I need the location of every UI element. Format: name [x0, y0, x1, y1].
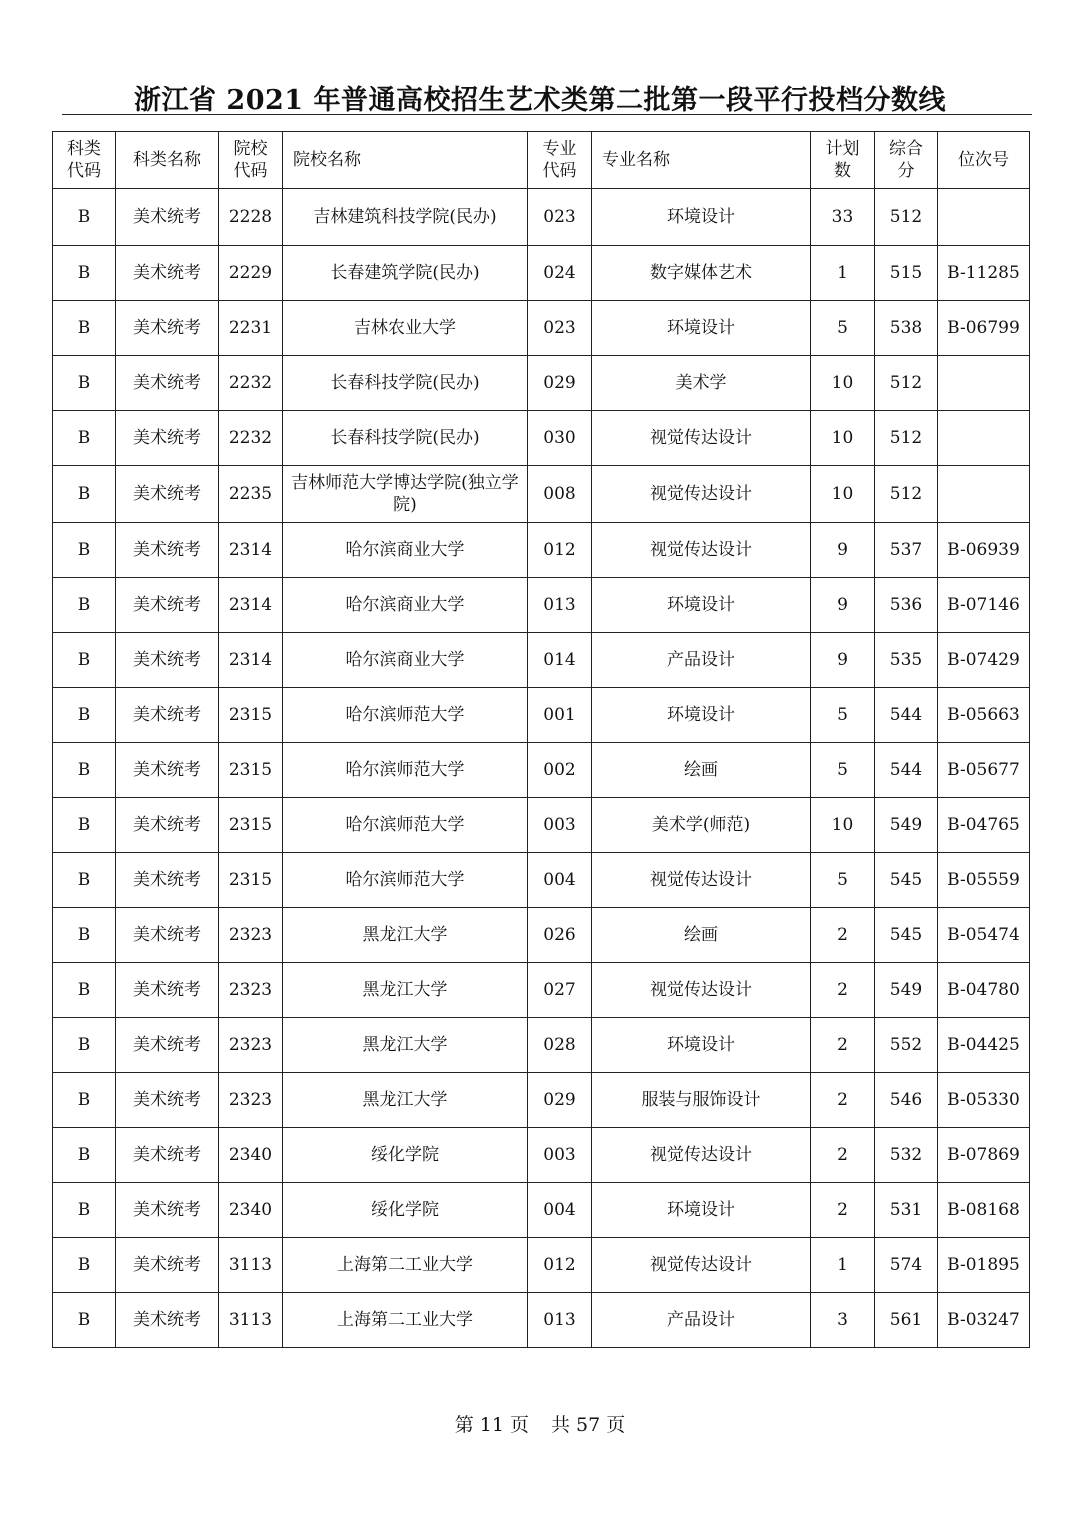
cell-subject-code: B [53, 743, 116, 798]
cell-major-code: 030 [528, 411, 592, 466]
header-major-name: 专业名称 [592, 132, 811, 189]
cell-school-name: 上海第二工业大学 [283, 1238, 528, 1293]
table-row [53, 1293, 1030, 1348]
table-row [53, 1128, 1030, 1183]
cell-school-name: 哈尔滨师范大学 [283, 688, 528, 743]
cell-school-code: 2235 [219, 466, 283, 523]
cell-major-code: 023 [528, 189, 592, 246]
cell-score: 561 [875, 1293, 938, 1348]
cell-plan: 10 [811, 466, 875, 523]
cell-school-name: 上海第二工业大学 [283, 1293, 528, 1348]
cell-rank: B-05677 [938, 743, 1030, 798]
table-row [53, 246, 1030, 301]
cell-major-code: 013 [528, 578, 592, 633]
cell-rank: B-06939 [938, 523, 1030, 578]
table-row [53, 688, 1030, 743]
cell-school-code: 2323 [219, 908, 283, 963]
table-body [53, 189, 1030, 1348]
cell-subject-name: 美术统考 [116, 688, 219, 743]
cell-major-name: 绘画 [592, 743, 811, 798]
cell-school-code: 3113 [219, 1238, 283, 1293]
cell-score: 549 [875, 798, 938, 853]
cell-major-code: 026 [528, 908, 592, 963]
cell-major-code: 001 [528, 688, 592, 743]
cell-major-name: 美术学(师范) [592, 798, 811, 853]
cell-score: 552 [875, 1018, 938, 1073]
cell-major-code: 012 [528, 1238, 592, 1293]
cell-rank: B-04765 [938, 798, 1030, 853]
cell-school-name: 吉林农业大学 [283, 301, 528, 356]
cell-school-name: 长春科技学院(民办) [283, 356, 528, 411]
cell-major-code: 004 [528, 853, 592, 908]
cell-plan: 9 [811, 523, 875, 578]
cell-subject-name: 美术统考 [116, 908, 219, 963]
cell-major-name: 环境设计 [592, 578, 811, 633]
table-row [53, 743, 1030, 798]
cell-major-name: 环境设计 [592, 301, 811, 356]
cell-subject-name: 美术统考 [116, 523, 219, 578]
cell-rank: B-07146 [938, 578, 1030, 633]
admission-score-table [52, 131, 1030, 1348]
cell-school-code: 2314 [219, 578, 283, 633]
cell-school-name: 长春建筑学院(民办) [283, 246, 528, 301]
table-row [53, 1073, 1030, 1128]
cell-score: 545 [875, 908, 938, 963]
cell-school-name: 黑龙江大学 [283, 908, 528, 963]
cell-plan: 2 [811, 963, 875, 1018]
cell-subject-name: 美术统考 [116, 1238, 219, 1293]
cell-major-name: 环境设计 [592, 688, 811, 743]
cell-subject-code: B [53, 246, 116, 301]
cell-plan: 10 [811, 798, 875, 853]
cell-subject-name: 美术统考 [116, 246, 219, 301]
cell-subject-name: 美术统考 [116, 963, 219, 1018]
cell-plan: 5 [811, 853, 875, 908]
cell-score: 544 [875, 688, 938, 743]
cell-subject-code: B [53, 1018, 116, 1073]
cell-score: 512 [875, 411, 938, 466]
title-divider [62, 114, 1032, 115]
page-total: 共 57 页 [551, 1414, 626, 1436]
cell-score: 531 [875, 1183, 938, 1238]
cell-score: 544 [875, 743, 938, 798]
page-title: 浙江省 2021 年普通高校招生艺术类第二批第一段平行投档分数线 [134, 85, 946, 116]
cell-subject-name: 美术统考 [116, 356, 219, 411]
cell-school-code: 2231 [219, 301, 283, 356]
cell-major-name: 视觉传达设计 [592, 411, 811, 466]
cell-score: 545 [875, 853, 938, 908]
cell-rank [938, 356, 1030, 411]
cell-score: 546 [875, 1073, 938, 1128]
cell-rank: B-03247 [938, 1293, 1030, 1348]
cell-plan: 1 [811, 246, 875, 301]
cell-subject-code: B [53, 301, 116, 356]
cell-rank: B-05663 [938, 688, 1030, 743]
cell-plan: 2 [811, 908, 875, 963]
cell-subject-code: B [53, 1293, 116, 1348]
cell-major-name: 环境设计 [592, 189, 811, 246]
cell-score: 515 [875, 246, 938, 301]
cell-plan: 2 [811, 1183, 875, 1238]
header-major-code: 专业 代码 [528, 132, 592, 189]
cell-subject-name: 美术统考 [116, 853, 219, 908]
cell-subject-name: 美术统考 [116, 633, 219, 688]
cell-major-name: 数字媒体艺术 [592, 246, 811, 301]
cell-major-name: 美术学 [592, 356, 811, 411]
table-row [53, 356, 1030, 411]
cell-subject-code: B [53, 798, 116, 853]
cell-school-code: 2323 [219, 963, 283, 1018]
cell-school-code: 2232 [219, 411, 283, 466]
cell-rank: B-04780 [938, 963, 1030, 1018]
header-school-code: 院校 代码 [219, 132, 283, 189]
cell-school-name: 吉林建筑科技学院(民办) [283, 189, 528, 246]
cell-major-code: 003 [528, 1128, 592, 1183]
cell-school-name: 黑龙江大学 [283, 1073, 528, 1128]
cell-major-name: 服装与服饰设计 [592, 1073, 811, 1128]
cell-school-code: 2314 [219, 523, 283, 578]
cell-rank: B-11285 [938, 246, 1030, 301]
cell-subject-name: 美术统考 [116, 466, 219, 523]
cell-rank: B-07869 [938, 1128, 1030, 1183]
cell-school-name: 哈尔滨师范大学 [283, 798, 528, 853]
cell-score: 512 [875, 466, 938, 523]
cell-school-code: 2229 [219, 246, 283, 301]
cell-school-code: 2323 [219, 1073, 283, 1128]
cell-subject-name: 美术统考 [116, 189, 219, 246]
cell-school-name: 哈尔滨商业大学 [283, 578, 528, 633]
cell-score: 574 [875, 1238, 938, 1293]
header-school-name: 院校名称 [283, 132, 528, 189]
cell-school-name: 长春科技学院(民办) [283, 411, 528, 466]
table-row [53, 301, 1030, 356]
header-subject-name: 科类名称 [116, 132, 219, 189]
cell-school-code: 2314 [219, 633, 283, 688]
cell-major-name: 绘画 [592, 908, 811, 963]
cell-major-name: 环境设计 [592, 1018, 811, 1073]
table-row [53, 633, 1030, 688]
table-row [53, 578, 1030, 633]
cell-subject-code: B [53, 356, 116, 411]
header-subject-code: 科类 代码 [53, 132, 116, 189]
cell-subject-name: 美术统考 [116, 578, 219, 633]
table-row [53, 411, 1030, 466]
cell-subject-code: B [53, 411, 116, 466]
table-row [53, 798, 1030, 853]
table-row [53, 189, 1030, 246]
cell-subject-name: 美术统考 [116, 301, 219, 356]
cell-major-code: 027 [528, 963, 592, 1018]
cell-plan: 10 [811, 411, 875, 466]
cell-major-code: 029 [528, 1073, 592, 1128]
cell-school-name: 黑龙江大学 [283, 963, 528, 1018]
table-row [53, 908, 1030, 963]
cell-major-name: 产品设计 [592, 633, 811, 688]
cell-major-code: 028 [528, 1018, 592, 1073]
cell-school-code: 2340 [219, 1128, 283, 1183]
cell-rank [938, 411, 1030, 466]
cell-score: 536 [875, 578, 938, 633]
cell-subject-code: B [53, 908, 116, 963]
cell-subject-code: B [53, 633, 116, 688]
table-row [53, 466, 1030, 523]
cell-plan: 3 [811, 1293, 875, 1348]
cell-plan: 10 [811, 356, 875, 411]
cell-subject-code: B [53, 1073, 116, 1128]
cell-major-name: 视觉传达设计 [592, 523, 811, 578]
cell-school-code: 2315 [219, 688, 283, 743]
cell-score: 535 [875, 633, 938, 688]
cell-major-code: 013 [528, 1293, 592, 1348]
cell-major-code: 024 [528, 246, 592, 301]
cell-school-code: 2323 [219, 1018, 283, 1073]
cell-subject-code: B [53, 1238, 116, 1293]
cell-school-name: 哈尔滨师范大学 [283, 853, 528, 908]
cell-subject-name: 美术统考 [116, 1183, 219, 1238]
table-row [53, 1018, 1030, 1073]
cell-score: 512 [875, 356, 938, 411]
cell-plan: 2 [811, 1018, 875, 1073]
table-row [53, 853, 1030, 908]
cell-plan: 5 [811, 688, 875, 743]
cell-major-name: 视觉传达设计 [592, 1128, 811, 1183]
cell-score: 538 [875, 301, 938, 356]
cell-school-code: 3113 [219, 1293, 283, 1348]
cell-major-name: 视觉传达设计 [592, 466, 811, 523]
cell-score: 512 [875, 189, 938, 246]
cell-subject-name: 美术统考 [116, 411, 219, 466]
cell-school-name: 哈尔滨师范大学 [283, 743, 528, 798]
cell-rank: B-01895 [938, 1238, 1030, 1293]
cell-plan: 2 [811, 1128, 875, 1183]
cell-plan: 33 [811, 189, 875, 246]
cell-school-name: 哈尔滨商业大学 [283, 523, 528, 578]
cell-school-code: 2315 [219, 853, 283, 908]
cell-score: 549 [875, 963, 938, 1018]
cell-major-name: 产品设计 [592, 1293, 811, 1348]
cell-major-name: 视觉传达设计 [592, 853, 811, 908]
cell-school-code: 2315 [219, 798, 283, 853]
cell-rank: B-05559 [938, 853, 1030, 908]
cell-major-code: 023 [528, 301, 592, 356]
table-row [53, 1183, 1030, 1238]
cell-plan: 1 [811, 1238, 875, 1293]
cell-plan: 2 [811, 1073, 875, 1128]
table-header-row [53, 132, 1030, 189]
cell-subject-name: 美术统考 [116, 798, 219, 853]
cell-rank: B-05330 [938, 1073, 1030, 1128]
cell-plan: 5 [811, 743, 875, 798]
cell-subject-code: B [53, 466, 116, 523]
cell-plan: 9 [811, 578, 875, 633]
cell-subject-name: 美术统考 [116, 1018, 219, 1073]
cell-school-name: 吉林师范大学博达学院(独立学院) [283, 466, 528, 523]
cell-rank: B-06799 [938, 301, 1030, 356]
cell-major-code: 012 [528, 523, 592, 578]
cell-subject-name: 美术统考 [116, 1293, 219, 1348]
cell-subject-code: B [53, 1128, 116, 1183]
page-number: 第 11 页 [454, 1414, 529, 1436]
cell-school-name: 绥化学院 [283, 1183, 528, 1238]
table-row [53, 1238, 1030, 1293]
header-rank: 位次号 [938, 132, 1030, 189]
cell-major-code: 003 [528, 798, 592, 853]
cell-rank: B-08168 [938, 1183, 1030, 1238]
cell-school-name: 哈尔滨商业大学 [283, 633, 528, 688]
cell-subject-code: B [53, 688, 116, 743]
header-score: 综合 分 [875, 132, 938, 189]
cell-subject-name: 美术统考 [116, 743, 219, 798]
cell-subject-name: 美术统考 [116, 1128, 219, 1183]
cell-school-name: 黑龙江大学 [283, 1018, 528, 1073]
cell-major-code: 014 [528, 633, 592, 688]
cell-major-name: 视觉传达设计 [592, 963, 811, 1018]
cell-score: 537 [875, 523, 938, 578]
cell-subject-code: B [53, 853, 116, 908]
cell-school-code: 2232 [219, 356, 283, 411]
cell-school-code: 2340 [219, 1183, 283, 1238]
table-row [53, 523, 1030, 578]
cell-rank [938, 466, 1030, 523]
cell-subject-code: B [53, 1183, 116, 1238]
cell-plan: 9 [811, 633, 875, 688]
cell-major-code: 002 [528, 743, 592, 798]
cell-plan: 5 [811, 301, 875, 356]
cell-major-code: 008 [528, 466, 592, 523]
cell-rank: B-05474 [938, 908, 1030, 963]
cell-rank [938, 189, 1030, 246]
cell-major-code: 029 [528, 356, 592, 411]
table-row [53, 963, 1030, 1018]
cell-major-code: 004 [528, 1183, 592, 1238]
cell-rank: B-04425 [938, 1018, 1030, 1073]
cell-subject-code: B [53, 578, 116, 633]
cell-subject-code: B [53, 189, 116, 246]
header-plan: 计划 数 [811, 132, 875, 189]
cell-school-code: 2315 [219, 743, 283, 798]
cell-score: 532 [875, 1128, 938, 1183]
cell-subject-code: B [53, 963, 116, 1018]
cell-major-name: 视觉传达设计 [592, 1238, 811, 1293]
cell-major-name: 环境设计 [592, 1183, 811, 1238]
cell-subject-code: B [53, 523, 116, 578]
cell-subject-name: 美术统考 [116, 1073, 219, 1128]
cell-school-code: 2228 [219, 189, 283, 246]
page-footer [0, 1410, 1080, 1437]
cell-school-name: 绥化学院 [283, 1128, 528, 1183]
cell-rank: B-07429 [938, 633, 1030, 688]
